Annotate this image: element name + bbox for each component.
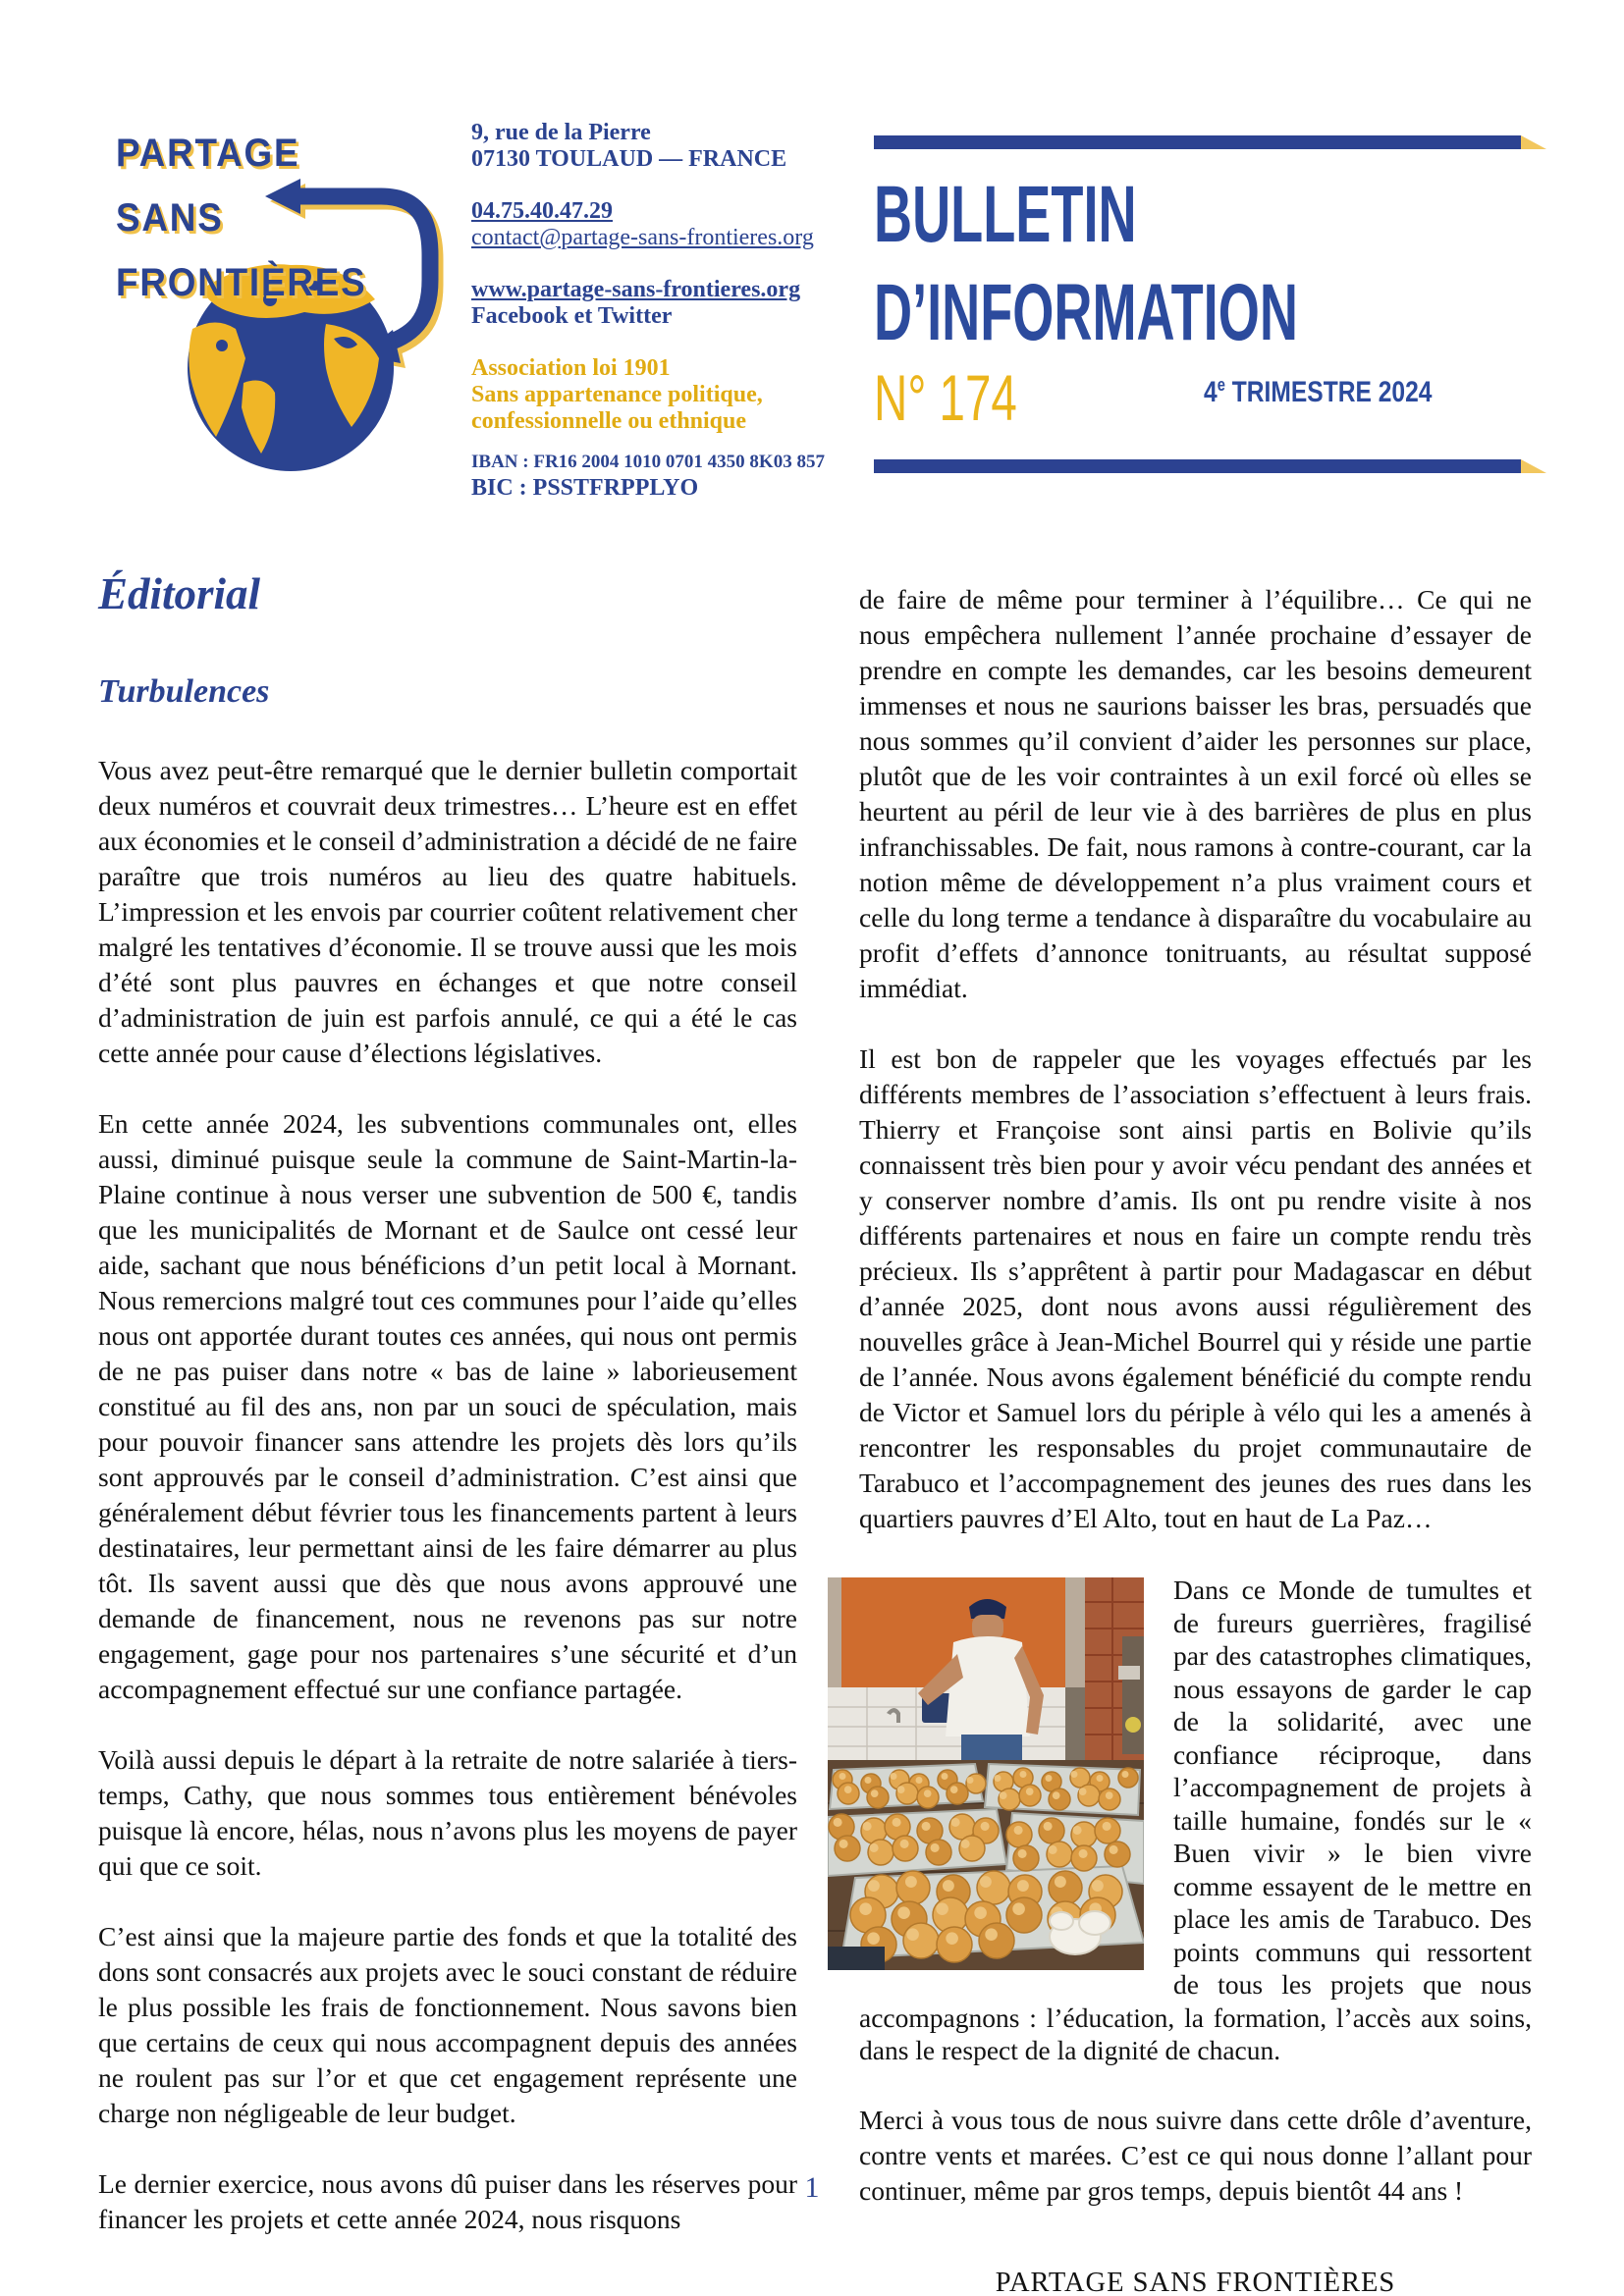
- address-line2: 07130 TOULAUD — FRANCE: [471, 146, 787, 172]
- bulletin-title-line2: D’INFORMATION: [874, 268, 1298, 357]
- logo-text-line1: PARTAGE: [116, 132, 300, 175]
- paragraph: Le dernier exercice, nous avons dû puiser dans les réserves pour financer les projets et cette année 2024, nous risquons: [98, 2168, 797, 2234]
- bic-line: BIC : PSSTFRPPLYO: [471, 475, 699, 501]
- section-title: Éditorial: [98, 569, 261, 618]
- left-column: [98, 545, 797, 2296]
- closing-paragraph: Merci à vous tous de nous suivre dans cette drôle d’aventure, contre vents et marées. C’est ce qui nous donne l’allant pour continuer, même par gros temps, depuis bientôt 44 ans !: [859, 2104, 1532, 2206]
- association-status-line2: Sans appartenance politique,: [471, 382, 763, 407]
- article-title: Turbulences: [98, 673, 270, 710]
- association-logo: [69, 88, 461, 506]
- iban-line: IBAN : FR16 2004 1010 0701 4350 8K03 857: [471, 452, 825, 472]
- masthead-top-rule: [874, 135, 1521, 149]
- website-link[interactable]: www.partage-sans-frontieres.org: [471, 277, 801, 302]
- social-line: Facebook et Twitter: [471, 303, 673, 329]
- paragraph: En cette année 2024, les subventions communales ont, elles aussi, diminué puisque seule la commune de Saint-Martin-la-Plaine continue à nous verser une subvention de 500 €, tandis que les municipalités de Mornant et de Saulce ont cessé leur aide, sachant que nous bénéficions d’un petit local à Mornant. Nous remercions malgré tout ces communes pour l’aide qu’elles nous ont apportée durant toutes ces années, qui nous ont permis de ne pas puiser dans notre « bas de laine » laborieusement constitué au fil des ans, non par un souci de spéculation, mais pour pouvoir financer sans attendre les projets dès lors qu’ils sont approuvés par le conseil d’administration. C’est ainsi que généralement début février tous les financements partent à leurs destinataires, leur permettant ainsi de les faire démarrer au plus tôt. Ils savent aussi que dès que nous avons approuvé une demande de financement, nous ne revenons pas sur notre engagement, gage pour nos partenaires s’une sécurité et d’un accompagnement effectué sur une confiance partagée.: [98, 1108, 797, 1704]
- paragraph: Dans ce Monde de tumultes et de fureurs guerrières, fragilisé par des catastrophes climatiques, nous essayons de garder le cap de la solidarité, avec une confiance réciproque, dans l’accompagnement de projets à taille humaine, fondés sur le « Buen vivir » le bien vivre comme essayent de le mettre en place les amis de Tarabuco. Des points communs qui ressortent de tous les projets que nous accompagnons : l’éducation, la formation, l’accès aux soins, dans le respect de la dignité de chacun.: [859, 1575, 1532, 2065]
- email-link[interactable]: contact@partage-sans-frontieres.org: [471, 225, 814, 250]
- paragraph: Voilà aussi depuis le départ à la retraite de notre salariée à tiers-temps, Cathy, que nous sommes tous entièrement bénévoles puisque là encore, hélas, nous n’avons plus les moyens de payer qui que ce soit.: [98, 1744, 797, 1881]
- contact-block: [471, 120, 864, 502]
- phone-link[interactable]: 04.75.40.47.29: [471, 198, 613, 224]
- masthead-top-rule-gold-tip: [1521, 135, 1546, 149]
- bakery-photo: [828, 1577, 1144, 1970]
- association-status-line1: Association loi 1901: [471, 355, 671, 381]
- logo-text-line3: FRONTIÈRES: [116, 261, 367, 304]
- bulletin-title-line1: BULLETIN: [874, 170, 1137, 259]
- paragraph: de faire de même pour terminer à l’équilibre… Ce qui ne nous empêchera nullement l’année prochaine d’essayer de prendre en compte les demandes, car les besoins demeurent immenses et nous ne saurions baisser les bras, persuadés que nous sommes qu’il convient d’aider les personnes sur place, plutôt que de les voir contraintes à un exil forcé où elles se heurtent au péril de leur vie à des barrières de plus en plus infranchissables. De fait, nous ramons à contre-courant, car la notion même de développement n’a plus vraiment cours et celle du long terme a tendance à disparaître du vocabulaire au profit d’effets d’annonce tonitruants, au résultat supposé immédiat.: [859, 584, 1532, 1003]
- signature: PARTAGE SANS FRONTIÈRES: [995, 2267, 1396, 2296]
- right-column: [859, 545, 1532, 2296]
- association-status-line3: confessionnelle ou ethnique: [471, 408, 747, 434]
- photo-paragraph-block: [859, 1574, 1532, 2067]
- page-number: 1: [804, 2171, 820, 2204]
- bakery-photo-art: [828, 1577, 1144, 1970]
- paragraph: Il est bon de rappeler que les voyages effectués par les différents membres de l’association s’effectuent à leurs frais. Thierry et Françoise sont ainsi partis en Bolivie qu’ils connaissent très bien pour y avoir vécu pendant des années et y conserver nombre d’amis. Ils ont pu rendre visite à nos différents partenaires et nous en faire un compte rendu très précieux. Ils s’apprêtent à partir pour Madagascar en début d’année 2025, dont nous avons aussi régulièrement des nouvelles grâce à Jean-Michel Bourrel qui y réside une partie de l’année. Nous avons également bénéficié du compte rendu de Victor et Samuel lors du périple à vélo qui les a amenés à rencontrer les responsables du projet communautaire de Tarabuco et l’accompagnement des jeunes des rues dans les quartiers pauvres d’El Alto, tout en haut de La Paz…: [859, 1043, 1532, 1533]
- masthead-bottom-rule: [874, 459, 1521, 473]
- article-columns: [98, 545, 1532, 2296]
- trimester-label: 4e TRIMESTRE 2024: [1203, 375, 1432, 408]
- masthead-bottom-rule-gold-tip: [1521, 459, 1546, 473]
- issue-number: N° 174: [874, 361, 1017, 434]
- logo-text-line2: SANS: [116, 196, 224, 240]
- address-line1: 9, rue de la Pierre: [471, 120, 651, 145]
- paragraph: C’est ainsi que la majeure partie des fonds et que la totalité des dons sont consacrés aux projets avec le souci constant de réduire le plus possible les frais de fonctionnement. Nous savons bien que certains de ceux qui nous accompagnent depuis des années ne roulent pas sur l’or et que cet engagement représente une charge non négligeable de leur budget.: [98, 1921, 797, 2128]
- masthead: [874, 118, 1534, 481]
- paragraph: Vous avez peut-être remarqué que le dernier bulletin comportait deux numéros et couvrait deux trimestres… L’heure est en effet aux économies et le conseil d’administration a décidé de ne faire paraître que trois numéros au lieu des quatre habituels. L’impression et les envois par courrier coûtent relativement cher malgré les tentatives d’économie. Il se trouve aussi que les mois d’été sont plus pauvres en échanges et que notre conseil d’administration de juin est parfois annulé, ce qui a été le cas cette année pour cause d’élections législatives.: [98, 755, 797, 1068]
